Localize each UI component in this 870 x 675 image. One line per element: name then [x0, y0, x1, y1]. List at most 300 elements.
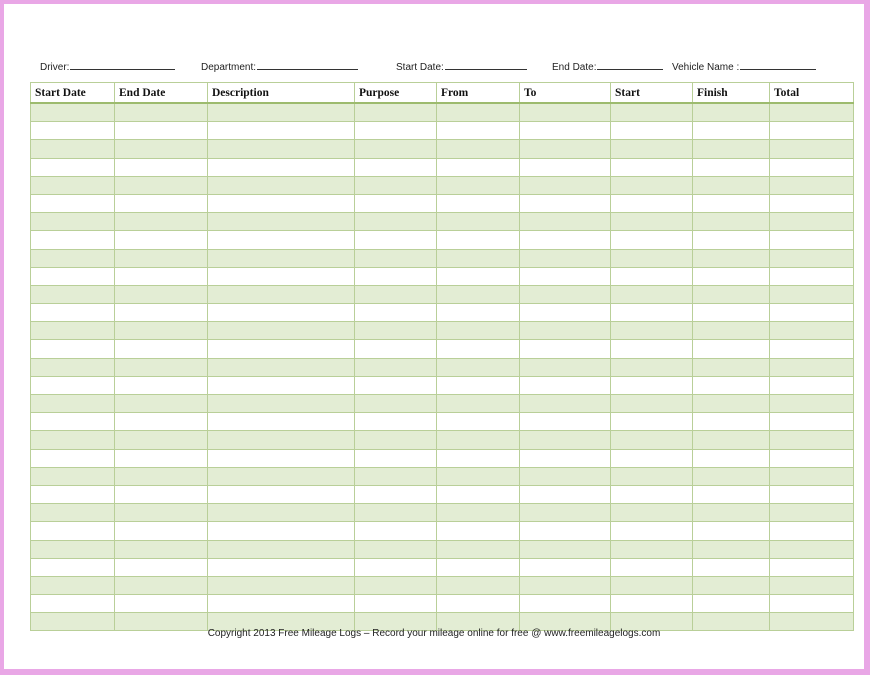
header-fields [4, 59, 864, 75]
table-cell[interactable] [31, 304, 115, 322]
table-cell[interactable] [355, 576, 437, 594]
table-cell[interactable] [437, 158, 520, 176]
start-date-blank[interactable] [445, 59, 527, 70]
table-cell[interactable] [770, 158, 854, 176]
table-cell[interactable] [770, 213, 854, 231]
table-cell[interactable] [520, 322, 611, 340]
table-row [31, 322, 854, 340]
table-cell[interactable] [115, 358, 208, 376]
table-row [31, 304, 854, 322]
column-header-start: Start [611, 83, 693, 104]
table-cell[interactable] [355, 558, 437, 576]
table-cell[interactable] [208, 213, 355, 231]
table-cell[interactable] [611, 249, 693, 267]
table-cell[interactable] [31, 267, 115, 285]
table-cell[interactable] [520, 122, 611, 140]
table-cell[interactable] [31, 376, 115, 394]
table-cell[interactable] [611, 122, 693, 140]
table-cell[interactable] [355, 285, 437, 303]
table-cell[interactable] [437, 267, 520, 285]
table-cell[interactable] [693, 431, 770, 449]
table-header-row [31, 83, 854, 104]
table-cell[interactable] [208, 304, 355, 322]
table-cell[interactable] [693, 322, 770, 340]
table-cell[interactable] [611, 595, 693, 613]
table-row [31, 376, 854, 394]
table-cell[interactable] [770, 485, 854, 503]
table-cell[interactable] [208, 467, 355, 485]
table-body [31, 103, 854, 631]
table-cell[interactable] [611, 576, 693, 594]
table-cell[interactable] [355, 194, 437, 212]
table-cell[interactable] [208, 558, 355, 576]
table-cell[interactable] [770, 576, 854, 594]
table-cell[interactable] [693, 103, 770, 122]
table-cell[interactable] [208, 176, 355, 194]
table-cell[interactable] [355, 213, 437, 231]
table-cell[interactable] [115, 485, 208, 503]
table-row [31, 122, 854, 140]
table-cell[interactable] [31, 249, 115, 267]
table-cell[interactable] [115, 103, 208, 122]
table-cell[interactable] [208, 413, 355, 431]
table-cell[interactable] [115, 413, 208, 431]
table-cell[interactable] [693, 485, 770, 503]
table-cell[interactable] [693, 504, 770, 522]
table-cell[interactable] [208, 267, 355, 285]
table-cell[interactable] [115, 231, 208, 249]
table-cell[interactable] [437, 595, 520, 613]
table-cell[interactable] [355, 322, 437, 340]
table-cell[interactable] [611, 213, 693, 231]
table-cell[interactable] [115, 267, 208, 285]
table-cell[interactable] [770, 267, 854, 285]
table-cell[interactable] [520, 467, 611, 485]
table-row [31, 413, 854, 431]
table-cell[interactable] [437, 213, 520, 231]
table-cell[interactable] [31, 595, 115, 613]
table-cell[interactable] [611, 449, 693, 467]
table-cell[interactable] [770, 595, 854, 613]
table-cell[interactable] [115, 304, 208, 322]
table-cell[interactable] [115, 395, 208, 413]
table-cell[interactable] [611, 158, 693, 176]
table-cell[interactable] [520, 413, 611, 431]
table-cell[interactable] [770, 304, 854, 322]
table-cell[interactable] [355, 540, 437, 558]
table-cell[interactable] [31, 213, 115, 231]
table-cell[interactable] [437, 285, 520, 303]
table-cell[interactable] [208, 504, 355, 522]
table-cell[interactable] [770, 467, 854, 485]
table-cell[interactable] [770, 103, 854, 122]
table-cell[interactable] [115, 122, 208, 140]
table-cell[interactable] [208, 103, 355, 122]
table-row [31, 576, 854, 594]
table-cell[interactable] [437, 467, 520, 485]
table-cell[interactable] [520, 103, 611, 122]
table-cell[interactable] [611, 285, 693, 303]
table-cell[interactable] [437, 231, 520, 249]
table-cell[interactable] [520, 285, 611, 303]
table-cell[interactable] [115, 595, 208, 613]
table-cell[interactable] [115, 522, 208, 540]
table-cell[interactable] [115, 449, 208, 467]
table-cell[interactable] [437, 249, 520, 267]
driver-label: Driver: [40, 62, 70, 73]
table-cell[interactable] [770, 340, 854, 358]
table-cell[interactable] [520, 267, 611, 285]
table-cell[interactable] [437, 413, 520, 431]
table-cell[interactable] [693, 158, 770, 176]
mileage-table [30, 82, 854, 631]
table-cell[interactable] [437, 304, 520, 322]
table-cell[interactable] [770, 449, 854, 467]
table-cell[interactable] [437, 576, 520, 594]
table-cell[interactable] [31, 140, 115, 158]
table-cell[interactable] [611, 267, 693, 285]
table-cell[interactable] [520, 522, 611, 540]
table-cell[interactable] [770, 249, 854, 267]
table-cell[interactable] [208, 576, 355, 594]
table-cell[interactable] [31, 467, 115, 485]
table-cell[interactable] [770, 540, 854, 558]
table-cell[interactable] [520, 395, 611, 413]
table-cell[interactable] [355, 395, 437, 413]
driver-blank[interactable] [70, 59, 175, 70]
table-cell[interactable] [437, 485, 520, 503]
table-cell[interactable] [355, 358, 437, 376]
table-cell[interactable] [770, 558, 854, 576]
table-cell[interactable] [693, 213, 770, 231]
table-cell[interactable] [437, 194, 520, 212]
table-cell[interactable] [208, 249, 355, 267]
table-row [31, 449, 854, 467]
table-cell[interactable] [693, 140, 770, 158]
table-cell[interactable] [31, 285, 115, 303]
table-cell[interactable] [115, 431, 208, 449]
table-cell[interactable] [115, 158, 208, 176]
table-cell[interactable] [693, 522, 770, 540]
table-cell[interactable] [31, 449, 115, 467]
table-cell[interactable] [355, 103, 437, 122]
table-row [31, 395, 854, 413]
table-cell[interactable] [520, 304, 611, 322]
table-cell[interactable] [520, 140, 611, 158]
table-row [31, 467, 854, 485]
column-header-description: Description [208, 83, 355, 104]
table-cell[interactable] [208, 285, 355, 303]
table-cell[interactable] [208, 595, 355, 613]
table-row [31, 358, 854, 376]
table-cell[interactable] [770, 285, 854, 303]
table-cell[interactable] [437, 431, 520, 449]
start-date-field[interactable] [396, 59, 527, 73]
table-cell[interactable] [520, 558, 611, 576]
table-cell[interactable] [520, 540, 611, 558]
table-cell[interactable] [693, 267, 770, 285]
table-cell[interactable] [115, 504, 208, 522]
table-cell[interactable] [437, 140, 520, 158]
table-row [31, 140, 854, 158]
table-cell[interactable] [520, 576, 611, 594]
table-cell[interactable] [31, 540, 115, 558]
table-cell[interactable] [437, 540, 520, 558]
table-cell[interactable] [693, 249, 770, 267]
table-cell[interactable] [693, 340, 770, 358]
table-cell[interactable] [611, 231, 693, 249]
table-cell[interactable] [115, 322, 208, 340]
table-cell[interactable] [693, 194, 770, 212]
table-cell[interactable] [520, 194, 611, 212]
table-cell[interactable] [611, 340, 693, 358]
table-cell[interactable] [355, 158, 437, 176]
table-row [31, 431, 854, 449]
table-cell[interactable] [208, 158, 355, 176]
table-cell[interactable] [520, 376, 611, 394]
copyright-footer: Copyright 2013 Free Mileage Logs – Record your mileage online for free @ www.freemileagelogs.com [207, 628, 661, 639]
table-cell[interactable] [208, 485, 355, 503]
table-cell[interactable] [355, 431, 437, 449]
table-cell[interactable] [355, 122, 437, 140]
table-row [31, 595, 854, 613]
table-cell[interactable] [208, 122, 355, 140]
table-cell[interactable] [31, 504, 115, 522]
column-header-from: From [437, 83, 520, 104]
table-cell[interactable] [770, 413, 854, 431]
table-cell[interactable] [693, 449, 770, 467]
table-cell[interactable] [611, 376, 693, 394]
table-cell[interactable] [611, 504, 693, 522]
table-cell[interactable] [520, 595, 611, 613]
table-cell[interactable] [770, 395, 854, 413]
table-row [31, 213, 854, 231]
department-label: Department: [201, 62, 257, 73]
end-date-label: End Date: [552, 62, 597, 73]
table-cell[interactable] [437, 376, 520, 394]
table-cell[interactable] [770, 376, 854, 394]
table-cell[interactable] [520, 249, 611, 267]
table-cell[interactable] [208, 231, 355, 249]
table-cell[interactable] [611, 413, 693, 431]
table-cell[interactable] [437, 122, 520, 140]
table-cell[interactable] [520, 176, 611, 194]
table-cell[interactable] [770, 504, 854, 522]
table-cell[interactable] [693, 304, 770, 322]
table-cell[interactable] [520, 158, 611, 176]
table-cell[interactable] [31, 103, 115, 122]
table-cell[interactable] [355, 522, 437, 540]
table-cell[interactable] [208, 522, 355, 540]
table-cell[interactable] [611, 522, 693, 540]
table-cell[interactable] [437, 558, 520, 576]
table-cell[interactable] [355, 504, 437, 522]
table-cell[interactable] [31, 576, 115, 594]
table-cell[interactable] [208, 449, 355, 467]
table-cell[interactable] [355, 340, 437, 358]
table-cell[interactable] [693, 358, 770, 376]
table-cell[interactable] [520, 431, 611, 449]
table-cell[interactable] [355, 140, 437, 158]
table-cell[interactable] [208, 395, 355, 413]
table-cell[interactable] [115, 558, 208, 576]
table-cell[interactable] [355, 449, 437, 467]
table-cell[interactable] [611, 431, 693, 449]
table-cell[interactable] [208, 140, 355, 158]
table-cell[interactable] [355, 413, 437, 431]
table-cell[interactable] [115, 376, 208, 394]
table-cell[interactable] [115, 249, 208, 267]
table-cell[interactable] [437, 395, 520, 413]
table-cell[interactable] [31, 558, 115, 576]
table-cell[interactable] [770, 176, 854, 194]
table-cell[interactable] [611, 558, 693, 576]
table-cell[interactable] [437, 103, 520, 122]
table-cell[interactable] [437, 522, 520, 540]
table-cell[interactable] [611, 176, 693, 194]
table-cell[interactable] [115, 140, 208, 158]
table-cell[interactable] [611, 194, 693, 212]
table-row [31, 194, 854, 212]
table-cell[interactable] [355, 249, 437, 267]
table-cell[interactable] [115, 176, 208, 194]
table-cell[interactable] [115, 340, 208, 358]
table-cell[interactable] [693, 176, 770, 194]
table-cell[interactable] [208, 340, 355, 358]
table-cell[interactable] [770, 231, 854, 249]
table-cell[interactable] [31, 358, 115, 376]
table-cell[interactable] [355, 595, 437, 613]
table-cell[interactable] [770, 194, 854, 212]
table-cell[interactable] [520, 504, 611, 522]
mileage-log-page [4, 4, 864, 669]
table-cell[interactable] [693, 540, 770, 558]
table-cell[interactable] [770, 122, 854, 140]
table-cell[interactable] [611, 485, 693, 503]
column-header-start-date: Start Date [31, 83, 115, 104]
table-cell[interactable] [208, 358, 355, 376]
table-cell[interactable] [520, 213, 611, 231]
table-cell[interactable] [611, 103, 693, 122]
table-cell[interactable] [611, 395, 693, 413]
table-cell[interactable] [31, 158, 115, 176]
table-cell[interactable] [693, 231, 770, 249]
table-cell[interactable] [31, 176, 115, 194]
table-cell[interactable] [770, 140, 854, 158]
table-cell[interactable] [520, 485, 611, 503]
table-cell[interactable] [437, 449, 520, 467]
column-header-purpose: Purpose [355, 83, 437, 104]
driver-field[interactable] [40, 59, 175, 73]
column-header-to: To [520, 83, 611, 104]
department-field[interactable] [201, 59, 358, 73]
table-cell[interactable] [437, 322, 520, 340]
table-row [31, 340, 854, 358]
table-cell[interactable] [31, 340, 115, 358]
table-cell[interactable] [208, 540, 355, 558]
table-cell[interactable] [520, 231, 611, 249]
table-cell[interactable] [770, 431, 854, 449]
table-cell[interactable] [355, 485, 437, 503]
table-cell[interactable] [115, 540, 208, 558]
table-cell[interactable] [693, 122, 770, 140]
vehicle-name-label: Vehicle Name : [672, 62, 740, 73]
table-cell[interactable] [693, 576, 770, 594]
table-cell[interactable] [437, 358, 520, 376]
table-cell[interactable] [693, 558, 770, 576]
table-row [31, 540, 854, 558]
table-row [31, 103, 854, 122]
table-cell[interactable] [693, 376, 770, 394]
table-cell[interactable] [611, 358, 693, 376]
table-cell[interactable] [693, 413, 770, 431]
table-cell[interactable] [693, 395, 770, 413]
table-cell[interactable] [208, 322, 355, 340]
table-cell[interactable] [115, 194, 208, 212]
table-row [31, 504, 854, 522]
table-cell[interactable] [770, 322, 854, 340]
table-cell[interactable] [31, 413, 115, 431]
end-date-blank[interactable] [597, 59, 663, 70]
vehicle-name-blank[interactable] [740, 59, 816, 70]
table-cell[interactable] [437, 504, 520, 522]
table-cell[interactable] [208, 376, 355, 394]
table-cell[interactable] [31, 395, 115, 413]
table-cell[interactable] [520, 358, 611, 376]
table-cell[interactable] [31, 122, 115, 140]
table-cell[interactable] [520, 340, 611, 358]
table-row [31, 158, 854, 176]
start-date-label: Start Date: [396, 62, 444, 73]
table-cell[interactable] [611, 540, 693, 558]
table-cell[interactable] [115, 576, 208, 594]
department-blank[interactable] [257, 59, 358, 70]
table-cell[interactable] [693, 595, 770, 613]
table-cell[interactable] [611, 304, 693, 322]
table-cell[interactable] [355, 231, 437, 249]
table-cell[interactable] [355, 176, 437, 194]
table-cell[interactable] [208, 194, 355, 212]
table-cell[interactable] [770, 358, 854, 376]
table-cell[interactable] [693, 285, 770, 303]
table-cell[interactable] [208, 431, 355, 449]
table-cell[interactable] [31, 431, 115, 449]
table-cell[interactable] [31, 194, 115, 212]
table-cell[interactable] [355, 467, 437, 485]
table-cell[interactable] [355, 376, 437, 394]
table-cell[interactable] [355, 267, 437, 285]
table-cell[interactable] [115, 213, 208, 231]
table-cell[interactable] [611, 322, 693, 340]
table-cell[interactable] [31, 522, 115, 540]
table-cell[interactable] [115, 285, 208, 303]
table-cell[interactable] [31, 485, 115, 503]
table-cell[interactable] [355, 304, 437, 322]
vehicle-name-field[interactable] [672, 59, 816, 73]
table-cell[interactable] [611, 140, 693, 158]
table-row [31, 249, 854, 267]
table-cell[interactable] [437, 176, 520, 194]
table-cell[interactable] [520, 449, 611, 467]
table-cell[interactable] [770, 522, 854, 540]
table-cell[interactable] [611, 467, 693, 485]
table-cell[interactable] [437, 340, 520, 358]
end-date-field[interactable] [552, 59, 663, 73]
table-cell[interactable] [115, 467, 208, 485]
table-cell[interactable] [31, 322, 115, 340]
table-cell[interactable] [693, 467, 770, 485]
table-cell[interactable] [31, 231, 115, 249]
